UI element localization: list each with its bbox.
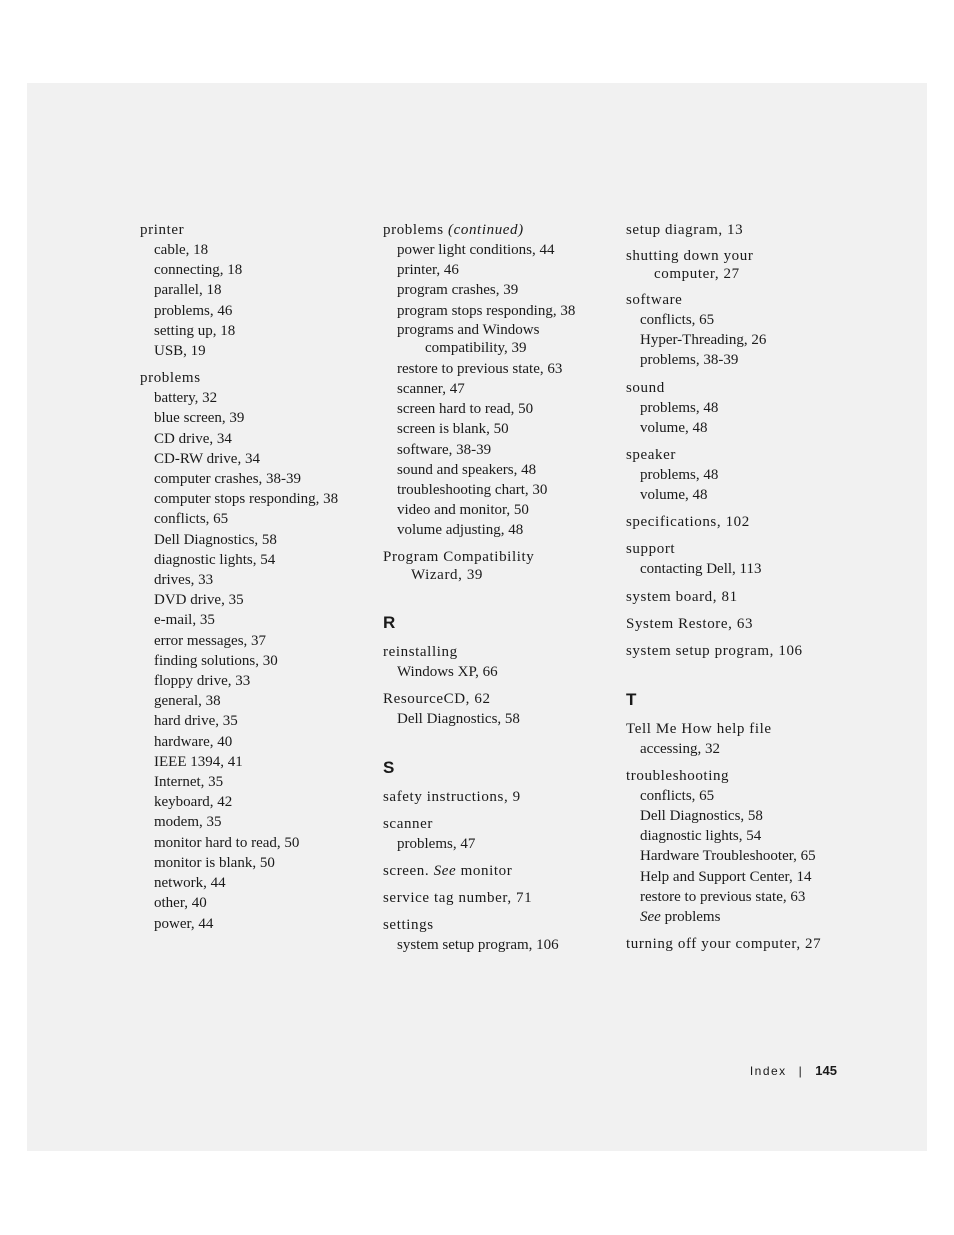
footer-separator: | [798, 1064, 804, 1078]
index-subentry: program stops responding, 38 [397, 302, 576, 319]
index-entry [140, 220, 370, 361]
index-term-text: software [626, 292, 683, 308]
index-term-text: sound [626, 379, 665, 396]
index-entry [626, 641, 866, 661]
index-subentry: problems, 38-39 [640, 352, 739, 369]
index-subentry: volume adjusting, 48 [397, 522, 524, 539]
index-subentry: video and monitor, 50 [397, 502, 529, 519]
see-reference: See [640, 909, 661, 926]
index-term-text: problems [140, 370, 201, 387]
index-term-text: Tell Me How help file [626, 720, 772, 737]
index-column-3 [626, 220, 866, 961]
index-entry [626, 378, 866, 438]
index-subentry: hardware, 40 [154, 733, 233, 750]
index-subentry: Hyper-Threading, 26 [640, 332, 767, 349]
index-term [626, 445, 866, 465]
index-entry [383, 787, 613, 807]
index-entry [383, 888, 613, 908]
index-term [626, 512, 866, 532]
index-subentry: conflicts, 65 [640, 312, 715, 328]
index-term-text: setup diagram, 13 [626, 222, 744, 238]
index-term [626, 220, 866, 240]
index-subentry-line: programs and Windows [397, 321, 540, 338]
index-term [383, 861, 613, 881]
section-letter: R [383, 612, 396, 632]
index-subentry: Dell Diagnostics, 58 [640, 808, 763, 825]
index-subentry: floppy drive, 33 [154, 673, 251, 690]
index-subentry: printer, 46 [397, 262, 459, 279]
index-term-text: turning off your computer, 27 [626, 936, 822, 953]
index-subentry: parallel, 18 [154, 282, 222, 299]
index-entry [626, 539, 866, 579]
index-term-text: troubleshooting [626, 767, 730, 784]
index-page [27, 83, 927, 1151]
index-entry [626, 587, 866, 607]
index-term-text: ResourceCD, 62 [383, 690, 491, 707]
index-subentry: accessing, 32 [640, 740, 720, 757]
index-term [626, 378, 866, 398]
index-entry [626, 290, 866, 371]
index-term-continuation: Wizard, 39 [411, 566, 484, 583]
index-subentry: error messages, 37 [154, 632, 267, 649]
index-subentry: problems, 47 [397, 836, 476, 853]
index-subentry: Windows XP, 66 [397, 663, 498, 680]
index-subentry: program crashes, 39 [397, 282, 519, 299]
index-subentry: diagnostic lights, 54 [154, 551, 276, 568]
index-subentry: volume, 48 [640, 419, 708, 436]
see-target: problems [664, 909, 721, 926]
index-subentry: monitor hard to read, 50 [154, 834, 300, 851]
index-subentry: cable, 18 [154, 242, 209, 258]
section-letter: T [626, 689, 637, 709]
section-letter: S [383, 758, 395, 778]
index-term-text: specifications, 102 [626, 514, 750, 531]
index-subentry: sound and speakers, 48 [397, 461, 537, 478]
index-subentry: CD drive, 34 [154, 430, 232, 447]
index-term [383, 220, 613, 240]
index-subentry: restore to previous state, 63 [397, 360, 563, 377]
index-term [383, 689, 613, 709]
index-term-line: shutting down your [626, 248, 754, 264]
index-subentry: troubleshooting chart, 30 [397, 482, 548, 499]
index-subentry: software, 38-39 [397, 441, 492, 458]
index-subentry: scanner, 47 [397, 381, 465, 398]
index-subentry: USB, 19 [154, 343, 206, 360]
index-column-2 [383, 220, 613, 962]
index-term-text: safety instructions, 9 [383, 789, 521, 806]
index-subentry: general, 38 [154, 693, 221, 710]
index-subentry: computer stops responding, 38 [154, 491, 339, 508]
index-subentry: restore to previous state, 63 [640, 888, 806, 905]
index-term [626, 587, 866, 607]
index-term [383, 814, 613, 834]
index-subentry: volume, 48 [640, 487, 708, 504]
index-subentry: modem, 35 [154, 814, 222, 831]
index-subentry: Hardware Troubleshooter, 65 [640, 848, 816, 865]
footer-section-label: Index [749, 1064, 787, 1078]
index-entry [626, 512, 866, 532]
index-subentry: monitor is blank, 50 [154, 854, 275, 871]
index-subentry: Dell Diagnostics, 58 [154, 531, 277, 548]
index-term [626, 247, 866, 283]
index-term [626, 641, 866, 661]
index-subentry [383, 321, 613, 357]
index-subentry: Internet, 35 [154, 774, 224, 791]
index-term [383, 548, 613, 584]
index-entry [140, 368, 370, 933]
index-term [626, 614, 866, 634]
index-entry [383, 642, 613, 682]
index-entry [383, 689, 613, 729]
index-entry [626, 445, 866, 505]
index-term [626, 934, 866, 954]
index-term-text: settings [383, 917, 434, 934]
index-entry [383, 861, 613, 881]
index-term-text: printer [140, 222, 185, 238]
index-term [140, 368, 370, 388]
index-entry [626, 766, 866, 927]
index-subentry: keyboard, 42 [154, 794, 233, 811]
index-term-text: problems [383, 222, 444, 238]
index-subentry: diagnostic lights, 54 [640, 828, 762, 845]
index-entry [626, 719, 866, 759]
index-entry [383, 915, 613, 955]
index-entry [626, 934, 866, 954]
index-subentry: problems, 48 [640, 467, 719, 484]
page-footer [750, 1063, 837, 1078]
index-subentry: conflicts, 65 [640, 787, 715, 804]
index-term-text: service tag number, 71 [383, 890, 533, 907]
index-subentry: other, 40 [154, 895, 207, 912]
index-term [383, 642, 613, 662]
see-target: monitor [460, 863, 513, 880]
index-term-text: scanner [383, 816, 434, 833]
index-subentry: computer crashes, 38-39 [154, 471, 302, 488]
index-subentry: finding solutions, 30 [154, 652, 278, 669]
index-term [626, 719, 866, 739]
index-subentry: CD-RW drive, 34 [154, 450, 260, 467]
index-term [626, 539, 866, 559]
index-subentry: problems, 48 [640, 399, 719, 416]
index-subentry: system setup program, 106 [397, 937, 559, 954]
index-entry [383, 814, 613, 854]
index-subentry: power light conditions, 44 [397, 242, 555, 258]
index-subentry: blue screen, 39 [154, 410, 245, 427]
index-term-text: screen. [383, 863, 430, 880]
index-term-text: system board, 81 [626, 588, 738, 605]
index-entry [383, 220, 613, 541]
index-entry [626, 614, 866, 634]
index-term [383, 787, 613, 807]
index-term-text: speaker [626, 447, 677, 464]
index-subentry: problems, 46 [154, 302, 233, 319]
index-subentry: power, 44 [154, 915, 214, 932]
index-term-text: reinstalling [383, 643, 458, 660]
index-subentry: IEEE 1394, 41 [154, 753, 243, 770]
index-subentry: Help and Support Center, 14 [640, 868, 812, 885]
index-term [383, 888, 613, 908]
index-term-text: system setup program, 106 [626, 642, 803, 659]
index-subentry: setting up, 18 [154, 322, 236, 339]
index-entry [626, 247, 866, 283]
index-term-text: System Restore, 63 [626, 615, 754, 632]
index-subentry: contacting Dell, 113 [640, 561, 762, 578]
index-subentry: network, 44 [154, 875, 226, 892]
page-number: 145 [815, 1063, 837, 1078]
index-subentry: battery, 32 [154, 390, 218, 407]
index-subentry: screen hard to read, 50 [397, 401, 534, 418]
index-entry [383, 548, 613, 584]
index-term [383, 915, 613, 935]
index-subentry: Dell Diagnostics, 58 [397, 710, 520, 727]
index-subentry: screen is blank, 50 [397, 421, 509, 438]
index-subentry: drives, 33 [154, 572, 214, 589]
index-term-text: support [626, 541, 676, 558]
index-subentry: connecting, 18 [154, 262, 243, 279]
index-subentry: DVD drive, 35 [154, 592, 244, 609]
continued-note: (continued) [448, 222, 524, 238]
index-column-1 [140, 220, 370, 941]
index-term-continuation: computer, 27 [654, 266, 740, 282]
index-subentry: e-mail, 35 [154, 612, 215, 629]
index-subentry [626, 907, 866, 927]
index-term-line: Program Compatibility [383, 548, 535, 565]
index-subentry-continuation: compatibility, 39 [425, 339, 527, 356]
index-entry [626, 220, 866, 240]
index-term [626, 766, 866, 786]
index-subentry: conflicts, 65 [154, 511, 229, 528]
index-term [626, 290, 866, 310]
index-term [140, 220, 370, 240]
index-subentry: hard drive, 35 [154, 713, 238, 730]
see-reference: See [433, 863, 457, 880]
